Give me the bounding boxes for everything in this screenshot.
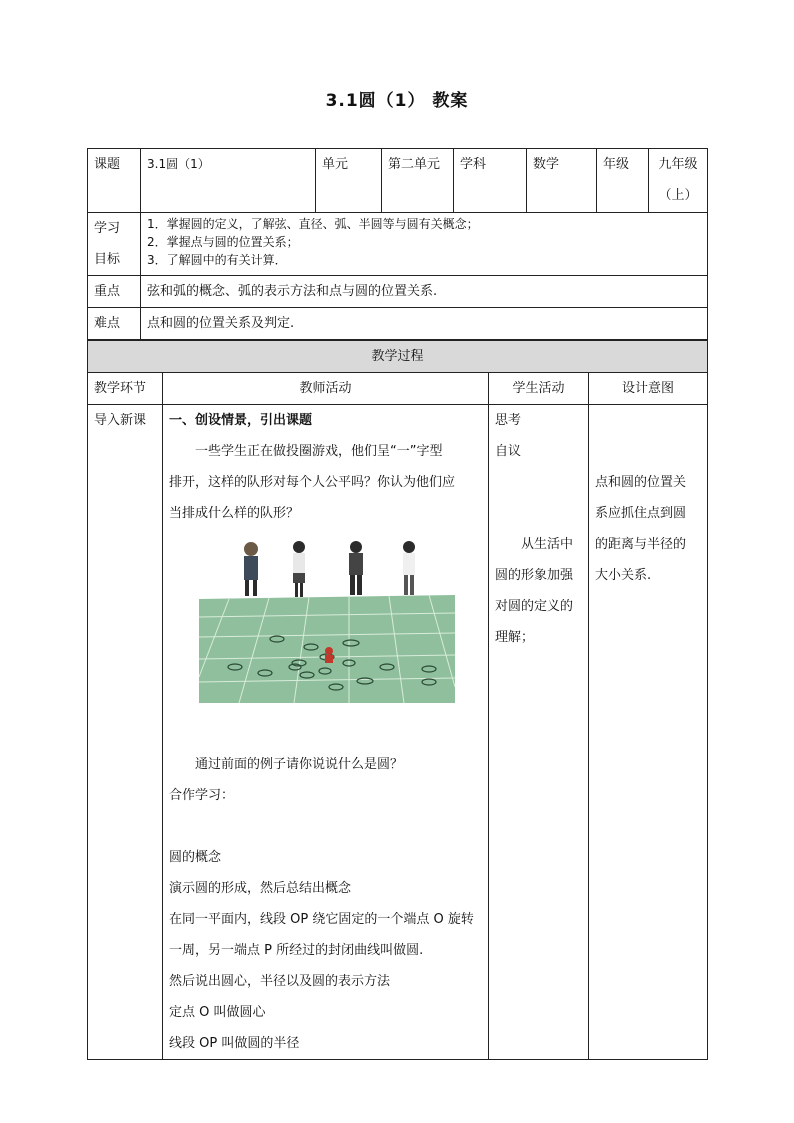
goal-item: 3．了解圆中的有关计算． — [147, 253, 287, 267]
unit-value: 第二单元 — [382, 149, 454, 213]
stage-cell: 导入新课 — [88, 405, 163, 1060]
key-text: 弦和弧的概念、弧的表示方法和点与圆的位置关系. — [141, 276, 708, 308]
paragraph-line: 圆的概念 — [169, 850, 222, 865]
goals-label-line2: 目标 — [94, 252, 121, 267]
student-line: 对圆的定义的 — [495, 599, 574, 614]
teaching-process-table — [87, 340, 708, 1060]
col-teacher-header: 教师活动 — [163, 373, 489, 405]
paragraph-line: 一些学生正在做投圈游戏，他们呈“一”字型 — [195, 444, 443, 459]
paragraph-line: 通过前面的例子请你说说什么是圆？ — [195, 757, 404, 772]
col-student-header: 学生活动 — [489, 373, 589, 405]
unit-label: 单元 — [316, 149, 382, 213]
paragraph-line: 排开，这样的队形对每个人公平吗？你认为他们应 — [169, 475, 456, 490]
design-line: 的距离与半径的 — [595, 537, 687, 552]
student-activity-cell — [489, 405, 589, 1060]
subject-label: 学科 — [454, 149, 527, 213]
process-header: 教学过程 — [88, 341, 708, 373]
page-title: 3.1圆（1） 教案 — [325, 91, 469, 111]
student-line: 理解； — [495, 630, 535, 645]
paragraph-line: 演示圆的形成，然后总结出概念 — [169, 881, 352, 896]
paragraph-line: 在同一平面内，线段 OP 绕它固定的一个端点 O 旋转 — [169, 912, 474, 927]
design-line: 系应抓住点到圆 — [595, 506, 687, 521]
goals-list — [141, 213, 708, 276]
student-line: 圆的形象加强 — [495, 568, 574, 583]
design-line: 点和圆的位置关 — [595, 475, 687, 490]
difficulty-text: 点和圆的位置关系及判定. — [141, 308, 708, 340]
paragraph-line: 定点 O 叫做圆心 — [169, 1005, 266, 1020]
paragraph-line: 线段 OP 叫做圆的半径 — [169, 1036, 300, 1051]
paragraph-line: 一周，另一端点 P 所经过的封闭曲线叫做圆. — [169, 943, 424, 958]
grade-label: 年级 — [597, 149, 649, 213]
grade-value — [649, 149, 708, 213]
col-stage-header: 教学环节 — [88, 373, 163, 405]
student-line: 自议 — [495, 444, 522, 459]
goal-item: 2．掌握点与圆的位置关系； — [147, 235, 299, 249]
paragraph-line: 合作学习： — [169, 788, 235, 803]
topic-value: 3.1圆（1） — [141, 149, 316, 213]
grade-value-line2: （上） — [658, 188, 698, 203]
goals-label-line1: 学习 — [94, 221, 121, 236]
teacher-activity-cell — [163, 405, 489, 1060]
grade-value-line1: 九年级 — [658, 157, 698, 172]
student-line: 从生活中 — [521, 537, 574, 552]
goals-label — [88, 213, 141, 276]
section-heading: 一、创设情景，引出课题 — [169, 413, 313, 428]
key-label: 重点 — [88, 276, 141, 308]
topic-label: 课题 — [88, 149, 141, 213]
paragraph-line: 然后说出圆心，半径以及圆的表示方法 — [169, 974, 391, 989]
ring-toss-photo — [199, 537, 455, 703]
student-line: 思考 — [495, 413, 522, 428]
lesson-info-table — [87, 148, 708, 340]
goal-item: 1．掌握圆的定义，了解弦、直径、弧、半圆等与圆有关概念； — [147, 217, 479, 231]
design-line: 大小关系. — [595, 568, 652, 583]
paragraph-line: 当排成什么样的队形？ — [169, 506, 300, 521]
col-design-header: 设计意图 — [589, 373, 708, 405]
difficulty-label: 难点 — [88, 308, 141, 340]
subject-value: 数学 — [527, 149, 597, 213]
design-intent-cell — [589, 405, 708, 1060]
